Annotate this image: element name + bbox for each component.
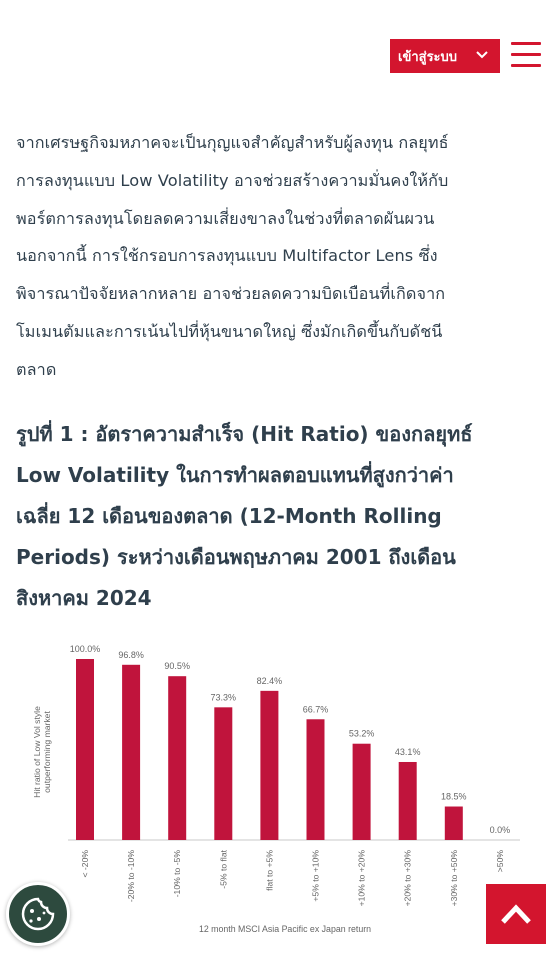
bar-value-label: 96.8%	[118, 649, 144, 660]
intro-line: พิจารณาปัจจัยหลากหลาย อาจช่วยลดความบิดเบือนที่เกิดจาก	[16, 284, 446, 304]
x-tick-label: -5% to flat	[218, 850, 229, 889]
x-tick-label: < -20%	[80, 850, 90, 878]
x-tick-label: +10% to +20%	[356, 850, 367, 907]
intro-line: นอกจากนี้ การใช้กรอบการลงทุนแบบ Multifactor Lens ซึ่ง	[16, 246, 438, 266]
y-axis-label: Hit ratio of Low Vol style	[32, 706, 42, 798]
bar-value-label: 53.2%	[348, 728, 375, 739]
figure-title-line: Periods) ระหว่างเดือนพฤษภาคม 2001 ถึงเดือน	[16, 545, 456, 569]
x-tick-label: -20% to -10%	[126, 850, 137, 903]
figure-title-line: เฉลี่ย 12 เดือนของตลาด (12-Month Rolling	[16, 504, 442, 528]
bar-value-label: 0.0%	[489, 825, 511, 835]
bar-value-label: 18.5%	[441, 791, 467, 802]
bar	[168, 676, 186, 840]
figure-title-line: รูปที่ 1 : อัตราความสำเร็จ (Hit Ratio) ของกลยุทธ์	[16, 422, 473, 446]
bar	[122, 665, 140, 840]
bar	[307, 719, 325, 840]
bar	[76, 659, 94, 840]
cookie-settings-button[interactable]	[6, 882, 70, 946]
x-tick-label: flat to +5%	[264, 850, 275, 891]
login-label: เข้าสู่ระบบ	[398, 49, 458, 65]
hit-ratio-bar-chart	[0, 630, 554, 960]
bar-value-label: 73.3%	[210, 692, 237, 703]
bar-value-label: 82.4%	[256, 675, 283, 686]
figure-title	[16, 414, 540, 619]
bar-value-label: 43.1%	[394, 746, 421, 757]
intro-line: พอร์ตการลงทุนโดยลดความเสี่ยงขาลงในช่วงที่ตลาดผันผวน	[16, 208, 435, 228]
x-tick-label: +20% to +30%	[402, 850, 413, 907]
bar-value-label: 90.5%	[164, 661, 190, 672]
bar	[399, 762, 417, 840]
hamburger-icon[interactable]	[511, 42, 541, 68]
figure-title-line: Low Volatility ในการทำผลตอบแทนที่สูงกว่าค่า	[16, 463, 454, 487]
intro-line: การลงทุนแบบ Low Volatility อาจช่วยสร้างความมั่นคงให้กับ	[16, 170, 449, 190]
x-tick-label: -10% to -5%	[172, 850, 183, 898]
chevron-down-icon	[474, 47, 490, 63]
chevron-up-icon	[499, 902, 533, 926]
bar-value-label: 66.7%	[302, 704, 329, 715]
site-header	[0, 0, 554, 100]
intro-paragraph	[16, 124, 540, 389]
intro-line: ตลาด	[16, 359, 57, 379]
y-axis-label: outperforming market	[42, 711, 52, 793]
x-tick-label: >50%	[494, 850, 505, 873]
bar	[353, 744, 371, 840]
scroll-to-top-button[interactable]	[484, 882, 548, 946]
intro-line: โมเมนตัมและการเน้นไปที่หุ้นขนาดใหญ่ ซึ่งมักเกิดขึ้นกับดัชนี	[16, 321, 443, 341]
x-tick-label: +30% to +50%	[448, 850, 459, 907]
login-button[interactable]	[390, 39, 500, 73]
bar	[260, 691, 278, 840]
cookie-icon	[18, 894, 58, 934]
intro-line: จากเศรษฐกิจมหภาคจะเป็นกุญแจสำคัญสำหรับผู้ลงทุน กลยุทธ์	[16, 133, 449, 152]
figure-title-line: สิงหาคม 2024	[16, 586, 152, 610]
x-tick-label: +5% to +10%	[310, 850, 321, 902]
x-axis-title: 12 month MSCI Asia Pacific ex Japan return	[198, 924, 372, 934]
bar-value-label: 100.0%	[69, 644, 101, 654]
bar	[445, 807, 463, 840]
bar	[214, 707, 232, 840]
